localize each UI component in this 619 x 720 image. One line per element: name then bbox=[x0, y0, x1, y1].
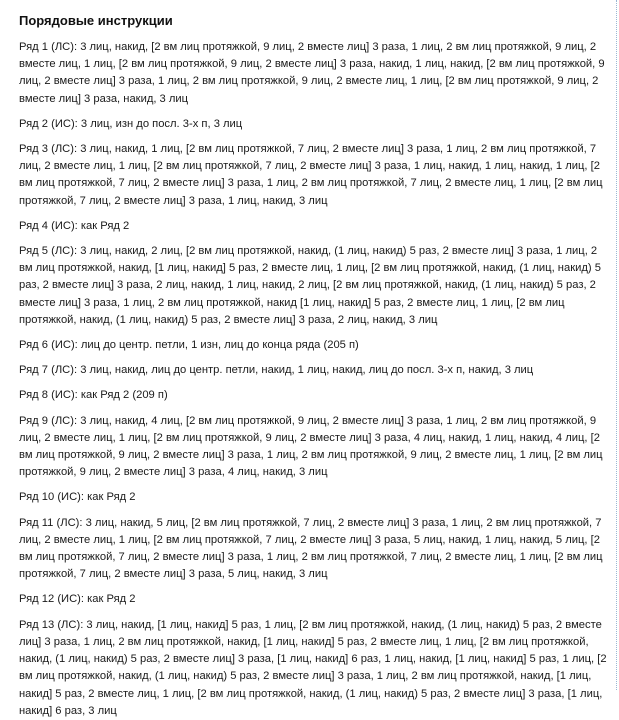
instruction-row-11: Ряд 11 (ЛС): 3 лиц, накид, 5 лиц, [2 вм лиц протяжкой, 7 лиц, 2 вместе лиц] 3 раза, 1 лиц, 2 вм лиц протяжкой, 7 лиц, 2 вместе лиц, 1 лиц, [2 вм лиц протяжкой, 7 лиц, 2 вместе лиц] 3 раза, 5 лиц, накид, 1 лиц, накид, 5 лиц, [2 вм лиц протяжкой, 7 лиц, 2 вместе лиц] 3 раза, 1 лиц, 2 вм лиц протяжкой, 7 лиц, 2 вместе лиц, 1 лиц, [2 вм лиц протяжкой, 7 лиц, 2 вместе лиц] 3 раза, 5 лиц, накид, 3 лиц bbox=[19, 516, 603, 581]
instruction-row-10: Ряд 10 (ИС): как Ряд 2 bbox=[19, 491, 136, 504]
instruction-row-12: Ряд 12 (ИС): как Ряд 2 bbox=[19, 593, 136, 606]
instruction-row-13: Ряд 13 (ЛС): 3 лиц, накид, [1 лиц, накид] 5 раз, 1 лиц, [2 вм лиц протяжкой, накид, (1 лиц, накид) 5 раз, 2 вместе лиц] 3 раза, 1 лиц, 2 вм лиц протяжкой, накид, [1 лиц, накид] 5 раз, 2 вместе лиц, 1 лиц, [2 вм лиц протяжкой, накид, (1 лиц, накид) 5 раз, 2 вместе лиц] 3 раза, [1 лиц, накид] 6 раз, 1 лиц, накид, [1 лиц, накид] 5 раз, 1 лиц, [2 вм лиц протяжкой, накид, (1 лиц, накид) 5 раз, 2 вместе лиц] 3 раза, 1 лиц, 2 вм лиц протяжкой, накид, [1 лиц, накид] 5 раз, 2 вместе лиц, 1 лиц, [2 вм лиц протяжкой, накид, (1 лиц, накид) 5 раз, 2 вместе лиц] 3 раза, [1 лиц, накид] 6 раз, 3 лиц bbox=[19, 618, 607, 717]
instruction-row-8: Ряд 8 (ИС): как Ряд 2 (209 п) bbox=[19, 389, 168, 402]
instruction-row-7: Ряд 7 (ЛС): 3 лиц, накид, лиц до центр. петли, накид, 1 лиц, накид, лиц до посл. 3-х п, накид, 3 лиц bbox=[19, 364, 534, 377]
page-title: Порядовые инструкции bbox=[19, 13, 173, 28]
instruction-row-2: Ряд 2 (ИС): 3 лиц, изн до посл. 3-х п, 3 лиц bbox=[19, 117, 243, 130]
instruction-row-3: Ряд 3 (ЛС): 3 лиц, накид, 1 лиц, [2 вм лиц протяжкой, 7 лиц, 2 вместе лиц] 3 раза, 1 лиц, 2 вм лиц протяжкой, 7 лиц, 2 вместе лиц, 1 лиц, [2 вм лиц протяжкой, 7 лиц, 2 вместе лиц] 3 раза, 1 лиц, накид, 1 лиц, накид, 1 лиц, [2 вм лиц протяжкой, 7 лиц, 2 вместе лиц] 3 раза, 1 лиц, 2 вм лиц протяжкой, 7 лиц, 2 вместе лиц, 1 лиц, [2 вм лиц протяжкой, 7 лиц, 2 вместе лиц] 3 раза, 1 лиц, накид, 3 лиц bbox=[19, 143, 603, 207]
instruction-row-1: Ряд 1 (ЛС): 3 лиц, накид, [2 вм лиц протяжкой, 9 лиц, 2 вместе лиц] 3 раза, 1 лиц, 2 вм лиц протяжкой, 9 лиц, 2 вместе лиц, 1 лиц, [2 вм лиц протяжкой, 9 лиц, 2 вместе лиц] 3 раза, накид, 1 лиц, накид, [2 вм лиц протяжкой, 9 лиц, 2 вместе лиц] 3 раза, 1 лиц, 2 вм лиц протяжкой, 9 лиц, 2 вместе лиц, 1 лиц, [2 вм лиц протяжкой, 9 лиц, 2 вместе лиц] 3 раза, накид, 3 лиц bbox=[19, 41, 605, 105]
page-edge-rule bbox=[616, 0, 617, 690]
instruction-row-6: Ряд 6 (ИС): лиц до центр. петли, 1 изн, лиц до конца ряда (205 п) bbox=[19, 339, 359, 352]
instruction-row-4: Ряд 4 (ИС): как Ряд 2 bbox=[19, 219, 130, 232]
instruction-row-5: Ряд 5 (ЛС): 3 лиц, накид, 2 лиц, [2 вм лиц протяжкой, накид, (1 лиц, накид) 5 раз, 2 вместе лиц] 3 раза, 1 лиц, 2 вм лиц протяжкой, накид, [1 лиц, накид] 5 раз, 2 вместе лиц, 1 лиц, [2 вм лиц протяжкой, накид, (1 лиц, накид) 5 раз, 2 вместе лиц] 3 раза, 2 лиц, накид, 1 лиц, накид, 2 лиц, [2 вм лиц протяжкой, накид, (1 лиц, накид) 5 раз, 2 вместе лиц] 3 раза, 1 лиц, 2 вм лиц протяжкой, накид [1 лиц, накид] 5 раз, 2 вместе лиц, 1 лиц, [2 вм лиц протяжкой, накид, (1 лиц, накид) 5 раз, 2 вместе лиц] 3 раза, 2 лиц, накид, 3 лиц bbox=[19, 245, 601, 326]
instruction-row-9: Ряд 9 (ЛС): 3 лиц, накид, 4 лиц, [2 вм лиц протяжкой, 9 лиц, 2 вместе лиц] 3 раза, 1 лиц, 2 вм лиц протяжкой, 9 лиц, 2 вместе лиц, 1 лиц, [2 вм лиц протяжкой, 9 лиц, 2 вместе лиц] 3 раза, 4 лиц, накид, 1 лиц, накид, 4 лиц, [2 вм лиц протяжкой, 9 лиц, 2 вместе лиц] 3 раза, 1 лиц, 2 вм лиц протяжкой, 9 лиц, 2 вместе лиц, 1 лиц, [2 вм лиц протяжкой, 9 лиц, 2 вместе лиц] 3 раза, 4 лиц, накид, 3 лиц bbox=[19, 414, 603, 479]
